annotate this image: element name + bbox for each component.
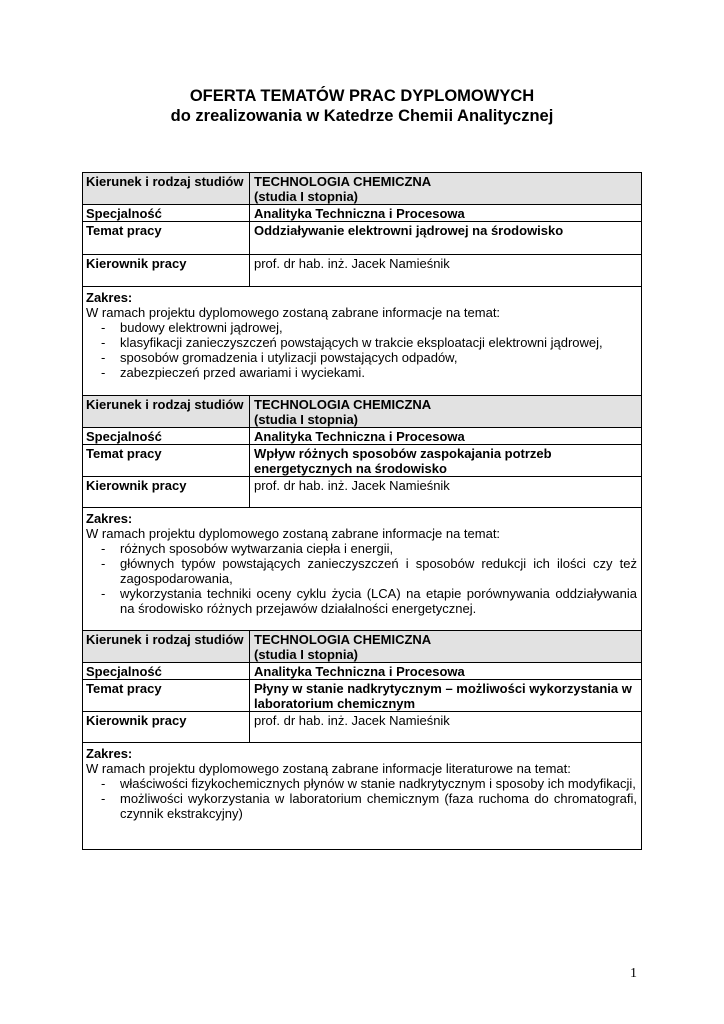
zakres-section — [83, 743, 641, 849]
label-kierownik: Kierownik pracy — [83, 255, 250, 286]
row-kierownik — [83, 477, 641, 508]
row-temat — [83, 445, 641, 477]
value-kierownik: prof. dr hab. inż. Jacek Namieśnik — [254, 713, 450, 728]
row-specjalnosc — [83, 205, 641, 222]
label-kierunek: Kierunek i rodzaj studiów — [83, 396, 250, 427]
stopien-text: (studia I stopnia) — [254, 189, 358, 204]
zakres-section — [83, 287, 641, 396]
row-kierunek — [83, 396, 641, 428]
row-kierownik — [83, 712, 641, 743]
page-title: OFERTA TEMATÓW PRAC DYPLOMOWYCH — [189, 87, 535, 105]
value-specjalnosc: Analityka Techniczna i Procesowa — [254, 664, 465, 679]
list-item: - budowy elektrowni jądrowej, — [86, 320, 637, 335]
label-temat: Temat pracy — [83, 222, 250, 254]
list-item: - sposobów gromadzenia i utylizacji powstających odpadów, — [86, 350, 637, 365]
zakres-intro: W ramach projektu dyplomowego zostaną zabrane informacje na temat: — [86, 526, 501, 541]
list-item: - możliwości wykorzystania w laboratorium chemicznym (faza ruchoma do chromatografi, czynnik ekstrakcyjny) — [86, 791, 637, 821]
list-item: - właściwości fizykochemicznych płynów w stanie nadkrytycznym i sposoby ich modyfikacji, — [86, 776, 637, 791]
zakres-intro: W ramach projektu dyplomowego zostaną zabrane informacje na temat: — [86, 305, 501, 320]
row-specjalnosc — [83, 663, 641, 680]
page-subtitle: do zrealizowania w Katedrze Chemii Analitycznej — [170, 107, 554, 125]
value-temat: Wpływ różnych sposobów zaspokajania potrzeb energetycznych na środowisko — [254, 446, 552, 476]
label-kierownik: Kierownik pracy — [83, 712, 250, 742]
label-kierownik: Kierownik pracy — [83, 477, 250, 507]
value-kierunek — [250, 396, 641, 427]
label-temat: Temat pracy — [83, 445, 250, 476]
label-temat: Temat pracy — [83, 680, 250, 711]
list-item: - zabezpieczeń przed awariami i wyciekami. — [86, 365, 637, 380]
label-specjalnosc: Specjalność — [83, 663, 250, 679]
label-kierunek: Kierunek i rodzaj studiów — [83, 631, 250, 662]
stopien-text: (studia I stopnia) — [254, 647, 358, 662]
value-temat: Płyny w stanie nadkrytycznym – możliwości wykorzystania w laboratorium chemicznym — [254, 681, 632, 711]
zakres-heading: Zakres: — [86, 746, 133, 761]
list-item: - głównych typów powstających zanieczyszczeń i sposobów redukcji ich ilości czy też zagospodarowania, — [86, 556, 637, 586]
kierunek-text: TECHNOLOGIA CHEMICZNA — [254, 397, 432, 412]
kierunek-text: TECHNOLOGIA CHEMICZNA — [254, 174, 432, 189]
zakres-list — [86, 776, 637, 821]
row-temat — [83, 680, 641, 712]
list-item: - wykorzystania techniki oceny cyklu życia (LCA) na etapie porównywania oddziaływania na środowisko różnych przejawów działalności energetycznej. — [86, 586, 637, 616]
list-item: - klasyfikacji zanieczyszczeń powstających w trakcie eksploatacji elektrowni jądrowej, — [86, 335, 637, 350]
zakres-list — [86, 541, 637, 616]
row-kierunek — [83, 631, 641, 663]
zakres-heading: Zakres: — [86, 511, 133, 526]
label-specjalnosc: Specjalność — [83, 205, 250, 221]
value-kierunek — [250, 631, 641, 662]
value-kierownik: prof. dr hab. inż. Jacek Namieśnik — [254, 256, 450, 271]
value-specjalnosc: Analityka Techniczna i Procesowa — [254, 429, 465, 444]
zakres-section — [83, 508, 641, 631]
zakres-intro: W ramach projektu dyplomowego zostaną zabrane informacje literaturowe na temat: — [86, 761, 571, 776]
value-kierownik: prof. dr hab. inż. Jacek Namieśnik — [254, 478, 450, 493]
list-item: - różnych sposobów wytwarzania ciepła i energii, — [86, 541, 637, 556]
row-specjalnosc — [83, 428, 641, 445]
zakres-list — [86, 320, 637, 380]
stopien-text: (studia I stopnia) — [254, 412, 358, 427]
row-temat — [83, 222, 641, 255]
row-kierunek — [83, 173, 641, 205]
label-specjalnosc: Specjalność — [83, 428, 250, 444]
value-kierunek — [250, 173, 641, 204]
value-specjalnosc: Analityka Techniczna i Procesowa — [254, 206, 465, 221]
label-kierunek: Kierunek i rodzaj studiów — [83, 173, 250, 204]
topics-table — [82, 172, 642, 850]
kierunek-text: TECHNOLOGIA CHEMICZNA — [254, 632, 432, 647]
page-number: 1 — [630, 966, 637, 981]
value-temat: Oddziaływanie elektrowni jądrowej na środowisko — [254, 223, 564, 238]
row-kierownik — [83, 255, 641, 287]
zakres-heading: Zakres: — [86, 290, 133, 305]
